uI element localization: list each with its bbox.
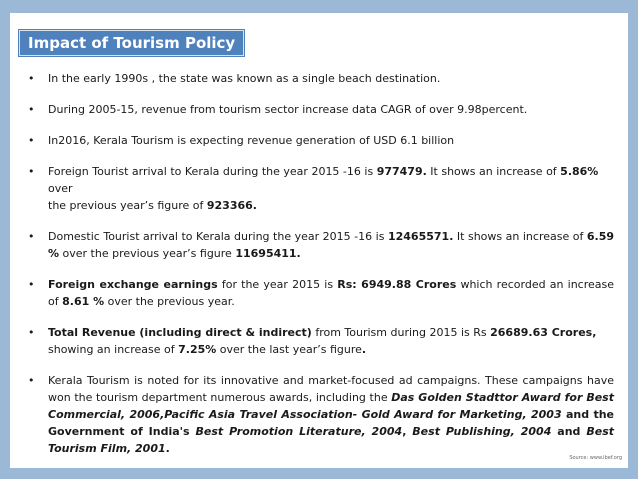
bullet-item-domestic-arrivals: [28, 228, 614, 262]
forex-label: Foreign exchange earnings: [48, 278, 218, 291]
bullet-dot-icon: •: [28, 165, 35, 178]
bullet-text: Kerala Tourism is noted for its innovative and market-focused ad campaigns. These campaigns have won the tourism department numerous awards, including the: [48, 374, 614, 404]
foreign-arrivals-value: 977479.: [376, 165, 427, 178]
bullet-item-1990s: [28, 70, 614, 87]
bullet-text: for the year 2015 is: [217, 278, 338, 291]
bullet-text: the previous year’s figure of: [48, 199, 207, 212]
bullet-dot-icon: •: [28, 103, 35, 116]
bullet-text: which recorded an increase of: [48, 278, 614, 308]
bullet-text: and: [551, 425, 587, 438]
bullet-text: Domestic Tourist arrival to Kerala during the year 2015 -16 is: [48, 230, 388, 243]
bullet-text: and the Government of India's: [48, 408, 614, 438]
source-note: Source: www.ibef.org: [569, 455, 622, 461]
bullet-list: [28, 70, 614, 471]
bullet-dot-icon: •: [28, 374, 35, 387]
bullet-dot-icon: •: [28, 326, 35, 339]
bullet-text: ,: [402, 425, 413, 438]
bullet-text: .: [165, 442, 170, 455]
bullet-item-forex-earnings: [28, 276, 614, 310]
bullet-text: It shows an increase of: [453, 230, 587, 243]
total-revenue-value: 26689.63 Crores,: [490, 326, 597, 339]
bullet-text: over: [48, 182, 73, 195]
award-tourism-film: Best Tourism Film, 2001: [48, 425, 614, 455]
bullet-text: It shows an increase of: [426, 165, 561, 178]
bullet-text: In2016, Kerala Tourism is expecting revenue generation of USD 6.1 billion: [48, 134, 455, 147]
award-promotion-literature: Best Promotion Literature, 2004: [195, 425, 403, 438]
total-revenue-label: Total Revenue (including direct & indirect): [48, 326, 312, 339]
domestic-increase-value: 6.59 %: [48, 230, 614, 260]
domestic-arrivals-value: 12465571.: [387, 230, 454, 243]
forex-value: Rs: 6949.88 Crores: [337, 278, 457, 291]
bullet-item-foreign-arrivals: [28, 163, 614, 214]
bullet-item-awards: [28, 372, 614, 457]
bullet-item-total-revenue: [28, 324, 614, 358]
award-best-publishing: Best Publishing, 2004: [412, 425, 552, 438]
bullet-period: .: [361, 343, 367, 356]
bullet-dot-icon: •: [28, 72, 35, 85]
bullet-item-2016-revenue: [28, 132, 614, 149]
bullet-text: over the previous year’s figure: [59, 247, 236, 260]
bullet-dot-icon: •: [28, 278, 35, 291]
bullet-text: Foreign Tourist arrival to Kerala during the year 2015 -16 is: [48, 165, 377, 178]
domestic-prev-value: 11695411.: [235, 247, 301, 260]
bullet-item-cagr: [28, 101, 614, 118]
bullet-text: In the early 1990s , the state was known as a single beach destination.: [48, 72, 441, 85]
bullet-dot-icon: •: [28, 230, 35, 243]
total-revenue-increase: 7.25%: [178, 343, 217, 356]
bullet-text: During 2005-15, revenue from tourism sector increase data CAGR of over 9.98percent.: [48, 103, 528, 116]
bullet-text: over the previous year.: [104, 295, 235, 308]
bullet-text: over the last year’s figure: [216, 343, 362, 356]
foreign-prev-value: 923366.: [206, 199, 257, 212]
bullet-text: from Tourism during 2015 is Rs: [311, 326, 491, 339]
award-das-golden: Das Golden Stadttor Award for Best Commercial, 2006,Pacific Asia Travel Association- Gold Award for Marketing, 2003: [48, 391, 614, 421]
slide-title: Impact of Tourism Policy: [19, 30, 244, 56]
bullet-dot-icon: •: [28, 134, 35, 147]
foreign-increase-value: 5.86%: [560, 165, 599, 178]
forex-increase-value: 8.61 %: [62, 295, 105, 308]
bullet-text: showing an increase of: [48, 343, 179, 356]
